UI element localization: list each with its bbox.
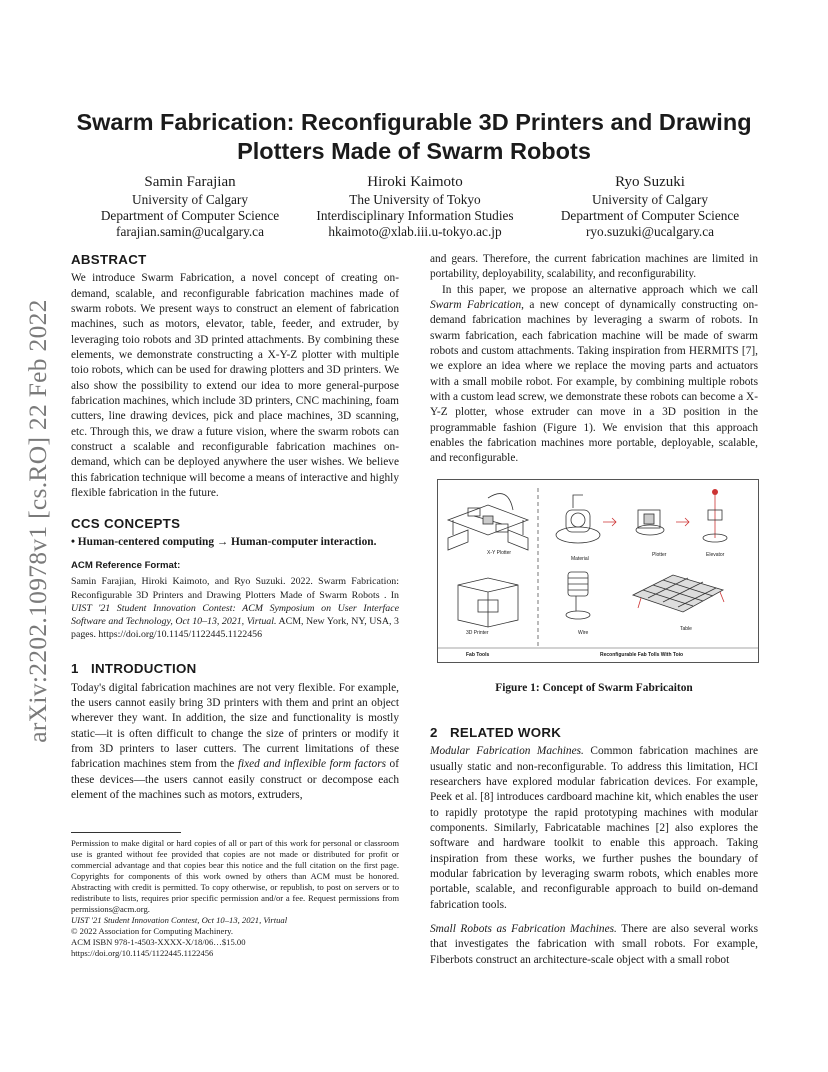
related-p1-text: Common fabrication machines are usually static and non-reconfigurable. To address this limitation, HCI researchers have explored modular fabrication devices. For example, Peek et al. [8] introduces cardboard machine kit, which enables the user to rapidly prototype the rapid prototyping machines with modular components. Similarly, Fabricatable machines [2] also explores the software and hardware toolkit to enable this approach. Taking inspiration from these works, we further pushes the boundary of modular fabrication by leveraging swarm robots, which enables more portable, scalable, and reconfigurable approach to build on-demand fabrication tools. [430, 745, 758, 911]
intro-p3b: , a new concept of dynamically constructing on-demand fabrication machines by leveraging a swarm of robots. In swarm fabrication, each fabrication machine will be made of swarm robots and custom attachments. Taking inspiration from HERMITS [7], we explore an idea where we replace the moving parts and actuators with a small mobile robot. For example, by combining multiple robots with a custom lead screw, we demonstrate these robots can become a X-Y-Z plotter, whose extruder can move in a 3D position in the programmable fashion (Figure 1). We envision that this approach enables the fabrication machines more portable, deployable, scalable, and reconfigurable. [430, 299, 758, 465]
intro-p1a: Today's digital fabrication machines are not very flexible. For example, the users cannot easily bring 3D printers with them and print an object wherever they want. In addition, the size and functionality is mostly static—it is often difficult to change the size of printers or modify it from 3D printers to laser cutters. The current limitations of these fabrication machines stem from the [71, 681, 399, 771]
wire-drawing [566, 572, 590, 619]
related-number: 2 [430, 725, 438, 740]
author-block [70, 173, 758, 243]
related-paragraph-2 [430, 922, 758, 968]
author-department: Interdisciplinary Information Studies [316, 208, 514, 223]
acm-ref-heading: ACM Reference Format: [71, 560, 181, 572]
abstract-heading: ABSTRACT [71, 252, 147, 267]
left-column [71, 252, 399, 804]
footnote [71, 838, 399, 960]
arxiv-stamp-text: arXiv:2202.10978v1 [cs.RO] 22 Feb 2022 [23, 299, 52, 743]
footnote-venue: UIST '21 Student Innovation Contest, Oct 10–13, 2021, Virtual [71, 915, 288, 926]
label-xy: X-Y Plotter [487, 550, 512, 556]
3d-printer-drawing [458, 578, 518, 627]
intro-p1-emphasis: fixed and inflexible form factors [237, 758, 387, 771]
related-heading [430, 725, 758, 740]
ccs-text: • Human-centered computing → Human-computer interaction. [71, 535, 377, 548]
intro-heading [71, 661, 399, 676]
author-2 [300, 173, 530, 240]
intro-paragraph-2: and gears. Therefore, the current fabrication machines are limited in portability, deployability, scalability, and reconfigurability. [430, 253, 758, 281]
label-wire: Wire [578, 630, 589, 636]
acm-ref-line1: Samin Farajian, Hiroki Kaimoto, and Ryo Suzuki. 2022. Swarm Fabrication: Reconfigurable 3D Printers and Drawing Plotters Made of Swarm Robots . In [71, 576, 399, 601]
label-reconfigurable: Reconfigurable Fab Tolls With Toio [600, 652, 684, 658]
author-email[interactable]: ryo.suzuki@ucalgary.ca [585, 224, 715, 239]
intro-number: 1 [71, 661, 79, 677]
intro-p3-emphasis: Swarm Fabrication [430, 299, 522, 312]
paper-title: Swarm Fabrication: Reconfigurable 3D Printers and Drawing Plotters Made of Swarm Robots [76, 109, 752, 164]
label-plotter: Plotter [652, 552, 667, 558]
acm-ref-text [71, 575, 399, 641]
author-affiliation: The University of Tokyo [349, 192, 481, 207]
related-work-section [430, 725, 758, 968]
arrow-icon [603, 518, 616, 526]
plotter-drawing [636, 510, 664, 535]
ccs-heading: CCS CONCEPTS [71, 515, 181, 531]
author-3 [530, 173, 770, 240]
related-p2-text: There are also several works that investigates the fabrication with small robots. For example, Fiberbots construct an architecture-scale object with a small robot [430, 923, 758, 966]
label-fab-tools: Fab Tools [466, 652, 490, 658]
author-department: Department of Computer Science [560, 208, 740, 223]
author-email[interactable]: hkaimoto@xlab.iii.u-tokyo.ac.jp [328, 224, 502, 239]
author-name: Hiroki Kaimoto [367, 174, 463, 190]
author-name: Samin Farajian [144, 174, 236, 190]
footnote-doi[interactable]: https://doi.org/10.1145/1122445.1122456 [71, 948, 214, 959]
author-1 [70, 173, 310, 240]
intro-p1b: of these devices—the users cannot easily construct or decompose each element of the machines such as motors, extruders, [71, 758, 399, 802]
acm-ref-venue: UIST '21 Student Innovation Contest: ACM Symposium on User Interface Software and Technology, Oct 10–13, 2021, Virtual. [71, 602, 399, 627]
label-elevator: Elevator [706, 552, 725, 558]
related-p1-head: Modular Fabrication Machines. [430, 745, 584, 758]
footnote-isbn: ACM ISBN 978-1-4503-XXXX-X/18/06…$15.00 [71, 937, 246, 948]
abstract-text: We introduce Swarm Fabrication, a novel concept of creating on-demand, scalable, and reconfigurable fabrication machines made of swarm robots. We present ways to construct an element of fabrication machines, such as motors, elevator, table, feeder, and extruder, by leveraging toio robots and 3D printed attachments. By combining these elements, we demonstrate constructing a X-Y-Z plotter with multiple toio robots, which can be used for drawing plotters and 3D printers. We also show the possibility to extend our idea to more general-purpose fabrication machines, which include 3D printers, CNC machining, foam cutters, line drawing devices, pick and place machines, 3D scanning, etc. Through this, we draw a future vision, where the swarm robots can construct a scalable and reconfigurable fabrication machines on-demand, which can be deployed anywhere the user wishes. We believe this fabrication technique will become a means of interactive and highly flexible fabrication in the future. [71, 272, 399, 500]
acm-ref-line2: ACM, New York, NY, USA, 3 pages. https://doi.org/10.1145/1122445.1122456 [71, 616, 399, 641]
arxiv-stamp [22, 286, 54, 756]
figure-1 [437, 479, 759, 663]
author-name: Ryo Suzuki [615, 174, 685, 190]
related-p2-head: Small Robots as Fabrication Machines. [430, 923, 617, 936]
intro-title: INTRODUCTION [91, 661, 197, 677]
figure-caption: Figure 1: Concept of Swarm Fabricaiton [495, 682, 693, 694]
related-title: RELATED WORK [450, 725, 562, 740]
intro-paragraph-3 [430, 283, 758, 467]
intro-p3a: In this paper, we propose an alternative approach which we call [442, 283, 758, 296]
xy-plotter-drawing [448, 494, 528, 550]
author-affiliation: University of Calgary [592, 192, 708, 207]
related-paragraph-1 [430, 744, 758, 913]
label-table: Table [680, 626, 692, 632]
intro-paragraph-1 [71, 681, 399, 804]
author-affiliation: University of Calgary [132, 192, 248, 207]
permission-notice: Permission to make digital or hard copies of all or part of this work for personal or classroom use is granted without fee provided that copies are not made or distributed for profit or commercial advantage and that copies bear this notice and the full citation on the first page. Copyrights for components of this work owned by others than ACM must be honored. Abstracting with credit is permitted. To copy otherwise, or republish, to post on servers or to redistribute to lists, requires prior specific permission and/or a fee. Request permissions from permissions@acm.org. [71, 838, 399, 915]
label-3d-printer: 3D Printer [466, 630, 489, 636]
elevator-drawing [703, 489, 727, 542]
right-column [430, 252, 758, 467]
footnote-rule [71, 832, 181, 833]
author-department: Department of Computer Science [100, 208, 280, 223]
author-email[interactable]: farajian.samin@ucalgary.ca [116, 224, 264, 239]
arrow-icon [676, 518, 689, 526]
material-drawing [556, 495, 600, 543]
footnote-copyright: © 2022 Association for Computing Machinery. [71, 926, 234, 937]
label-material: Material [571, 556, 589, 562]
table-drawing [633, 575, 724, 612]
